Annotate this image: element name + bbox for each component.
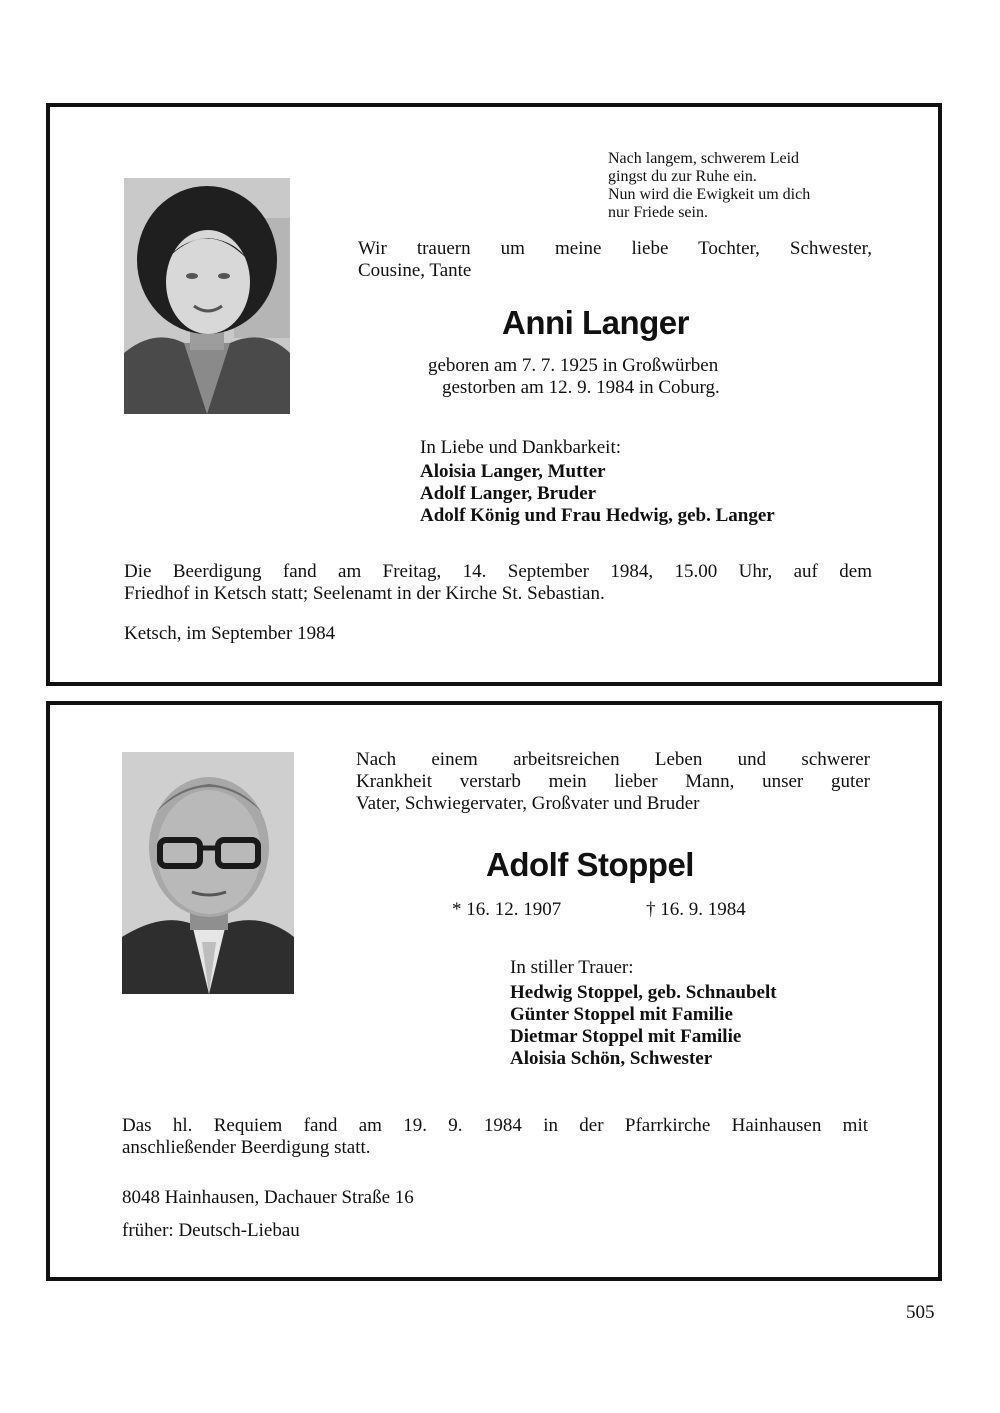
mourner: Adolf Langer, Bruder bbox=[420, 483, 597, 504]
death-date: † 16. 9. 1984 bbox=[646, 899, 746, 920]
funeral-info bbox=[124, 561, 872, 605]
page-number: 505 bbox=[906, 1302, 935, 1323]
deceased-name: Adolf Stoppel bbox=[486, 846, 694, 883]
requiem-line: Das hl. Requiem fand am 19. 9. 1984 in der Pfarrkirche Hainhausen mit bbox=[122, 1115, 868, 1136]
portrait-photo-adolf-stoppel bbox=[122, 752, 294, 994]
poem-line: Nach langem, schwerem Leid bbox=[608, 150, 800, 167]
mourner: Adolf König und Frau Hedwig, geb. Langer bbox=[420, 505, 775, 526]
requiem-line: anschließender Beerdigung statt. bbox=[122, 1137, 371, 1158]
deceased-name: Anni Langer bbox=[502, 304, 690, 341]
intro-line: Wir trauern um meine liebe Tochter, Schwester, bbox=[358, 238, 872, 259]
portrait-photo-anni-langer bbox=[124, 178, 290, 414]
mourners-list bbox=[420, 461, 775, 527]
mourners-list bbox=[510, 982, 777, 1070]
intro-text bbox=[356, 749, 870, 815]
poem-line: nur Friede sein. bbox=[608, 204, 708, 221]
poem-verse bbox=[608, 150, 810, 222]
birth-date: * 16. 12. 1907 bbox=[452, 899, 562, 920]
birth-date: geboren am 7. 7. 1925 in Großwürben bbox=[428, 355, 719, 376]
death-date: gestorben am 12. 9. 1984 in Coburg. bbox=[442, 377, 720, 398]
portrait-man-image bbox=[122, 752, 294, 994]
mourners-heading: In stiller Trauer: bbox=[510, 957, 634, 978]
life-dates bbox=[428, 355, 720, 399]
funeral-line: Die Beerdigung fand am Freitag, 14. September 1984, 15.00 Uhr, auf dem bbox=[124, 561, 872, 582]
funeral-line: Friedhof in Ketsch statt; Seelenamt in der Kirche St. Sebastian. bbox=[124, 583, 605, 604]
intro-line: Vater, Schwiegervater, Großvater und Bruder bbox=[356, 793, 700, 814]
former-residence: früher: Deutsch-Liebau bbox=[122, 1220, 300, 1241]
poem-line: gingst du zur Ruhe ein. bbox=[608, 168, 757, 185]
mourner: Dietmar Stoppel mit Familie bbox=[510, 1026, 742, 1047]
mourner: Aloisia Schön, Schwester bbox=[510, 1048, 713, 1069]
mourner: Hedwig Stoppel, geb. Schnaubelt bbox=[510, 982, 777, 1003]
mourner: Aloisia Langer, Mutter bbox=[420, 461, 606, 482]
intro-line: Krankheit verstarb mein lieber Mann, unser guter bbox=[356, 771, 870, 792]
mourner: Günter Stoppel mit Familie bbox=[510, 1004, 733, 1025]
portrait-woman-image bbox=[124, 178, 290, 414]
place-date: Ketsch, im September 1984 bbox=[124, 623, 336, 644]
address: 8048 Hainhausen, Dachauer Straße 16 bbox=[122, 1187, 414, 1208]
poem-line: Nun wird die Ewigkeit um dich bbox=[608, 186, 811, 203]
requiem-info bbox=[122, 1115, 868, 1159]
mourners-heading: In Liebe und Dankbarkeit: bbox=[420, 437, 622, 458]
intro-line: Cousine, Tante bbox=[358, 260, 472, 281]
intro-line: Nach einem arbeitsreichen Leben und schwerer bbox=[356, 749, 870, 770]
intro-text bbox=[358, 238, 872, 282]
